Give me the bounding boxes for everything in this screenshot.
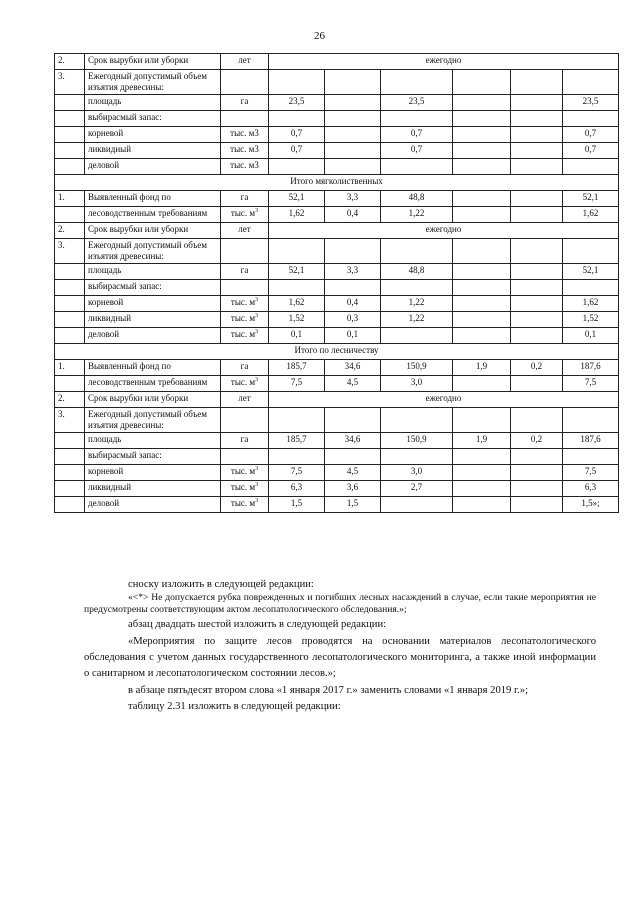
table-cell: 1,62: [563, 296, 619, 312]
table-cell: [381, 280, 453, 296]
table-cell: 4,5: [325, 376, 381, 392]
table-cell: [269, 70, 325, 95]
table-cell: Ежегодный допустимый объем изъятия древесины:: [85, 70, 221, 95]
table-cell: [269, 159, 325, 175]
table-cell: 3,3: [325, 191, 381, 207]
table-cell: [325, 127, 381, 143]
table-cell: [325, 449, 381, 465]
table-cell: [55, 497, 85, 513]
table-cell: га: [221, 95, 269, 111]
table-cell: 52,1: [269, 264, 325, 280]
table-cell: 3,0: [381, 376, 453, 392]
table-cell: [325, 408, 381, 433]
table-cell: 0,7: [381, 143, 453, 159]
table-row: [55, 360, 619, 376]
table-cell: 0,3: [325, 312, 381, 328]
table-cell: [55, 481, 85, 497]
table-cell: [453, 111, 511, 127]
table-row: [55, 312, 619, 328]
table-cell: [55, 207, 85, 223]
table-cell: [563, 159, 619, 175]
table-cell: 1.: [55, 191, 85, 207]
table-cell: [55, 465, 85, 481]
table-cell: [511, 95, 563, 111]
table-cell: [563, 70, 619, 95]
table-cell: [511, 376, 563, 392]
table-cell: [453, 207, 511, 223]
table-cell: 6,3: [269, 481, 325, 497]
table-cell: [221, 111, 269, 127]
table-cell: [453, 280, 511, 296]
table-cell: [453, 376, 511, 392]
table-cell: 1,52: [269, 312, 325, 328]
table-cell: 0,4: [325, 207, 381, 223]
unit-superscript: 3: [255, 208, 259, 214]
table-cell: тыс. $м^3$: [221, 207, 269, 223]
table-cell: 34,6: [325, 360, 381, 376]
table-cell: [511, 207, 563, 223]
table-cell: [269, 239, 325, 264]
table-cell: выбирасмый запас:: [85, 280, 221, 296]
table-cell: [453, 408, 511, 433]
paragraph-26: «Мероприятия по защите лесов проводятся на основании материалов лесопатологического обследования с учетом данных государственного лесопатологического мониторинга, а также иной информации о санитарном и лесопатологическом состоянии лесов.»;: [84, 636, 596, 679]
table-cell: [269, 280, 325, 296]
table-cell: [55, 159, 85, 175]
table-cell: лет: [221, 392, 269, 408]
table-cell: 187,6: [563, 433, 619, 449]
table-cell: [55, 95, 85, 111]
table-cell: [453, 159, 511, 175]
table-cell: [511, 408, 563, 433]
table-cell: [55, 280, 85, 296]
table-cell: 2.: [55, 54, 85, 70]
table-cell: [381, 497, 453, 513]
table-cell: га: [221, 433, 269, 449]
table-cell: ежегодно: [269, 223, 619, 239]
table-row: [55, 70, 619, 95]
table-cell: тыс. $м^3$: [221, 296, 269, 312]
table-row: [55, 54, 619, 70]
table-cell: 185,7: [269, 433, 325, 449]
table-cell: 3.: [55, 239, 85, 264]
table-cell: 7,5: [563, 376, 619, 392]
table-cell: 1,9: [453, 433, 511, 449]
table-row: [55, 143, 619, 159]
table-cell: 7,5: [563, 465, 619, 481]
table-cell: 0,1: [269, 328, 325, 344]
table-cell: 150,9: [381, 360, 453, 376]
table-cell: 6,3: [563, 481, 619, 497]
table-cell: [453, 127, 511, 143]
table-cell: 3.: [55, 408, 85, 433]
table-row: [55, 328, 619, 344]
section-row: [55, 175, 619, 191]
table-cell: [221, 70, 269, 95]
table-cell: 1,5: [269, 497, 325, 513]
table-cell: тыс. $м^3$: [221, 465, 269, 481]
table-cell: [563, 449, 619, 465]
table-row: [55, 481, 619, 497]
table-cell: 1,62: [269, 296, 325, 312]
table-cell: 7,5: [269, 376, 325, 392]
table-cell: тыс. м3: [221, 159, 269, 175]
table-cell: 4,5: [325, 465, 381, 481]
table-cell: 0,1: [325, 328, 381, 344]
table-cell: ликвидный: [85, 143, 221, 159]
section-row: [55, 344, 619, 360]
table-cell: 1,52: [563, 312, 619, 328]
table-cell: 0,7: [563, 127, 619, 143]
section-title: Итого по лесничеству: [55, 344, 619, 360]
table-cell: 3,3: [325, 264, 381, 280]
unit-superscript: 3: [255, 498, 259, 504]
table-cell: лесоводственным требованиям: [85, 207, 221, 223]
table-cell: [221, 408, 269, 433]
table-cell: корневой: [85, 296, 221, 312]
table-cell: корневой: [85, 127, 221, 143]
table-cell: 3.: [55, 70, 85, 95]
unit-superscript: 3: [255, 329, 259, 335]
table-cell: [563, 280, 619, 296]
page-number: 26: [314, 30, 325, 42]
table-row: [55, 376, 619, 392]
table-cell: 0,7: [269, 127, 325, 143]
table-cell: ежегодно: [269, 392, 619, 408]
table-cell: Выявленный фонд по: [85, 191, 221, 207]
table-cell: [453, 328, 511, 344]
unit-superscript: 3: [255, 482, 259, 488]
table-cell: площадь: [85, 264, 221, 280]
table-cell: [55, 143, 85, 159]
table-cell: 0,7: [563, 143, 619, 159]
table-cell: 52,1: [269, 191, 325, 207]
table-cell: 23,5: [269, 95, 325, 111]
table-cell: [511, 280, 563, 296]
table-cell: га: [221, 360, 269, 376]
table-cell: [511, 497, 563, 513]
table-cell: [381, 70, 453, 95]
table-cell: [55, 111, 85, 127]
table-row: [55, 449, 619, 465]
body-text: [84, 578, 596, 714]
table-cell: [511, 239, 563, 264]
table-cell: 0,7: [269, 143, 325, 159]
unit-superscript: 3: [255, 297, 259, 303]
table-cell: [453, 449, 511, 465]
paragraph-52: в абзаце пятьдесят втором слова «1 января 2017 г.» заменить словами «1 января 2019 г.»;: [128, 685, 529, 696]
table-cell: [453, 465, 511, 481]
table-cell: тыс. $м^3$: [221, 481, 269, 497]
table-cell: 23,5: [381, 95, 453, 111]
table-cell: деловой: [85, 328, 221, 344]
table-row: [55, 296, 619, 312]
table-cell: га: [221, 191, 269, 207]
table-cell: ликвидный: [85, 312, 221, 328]
table-cell: [55, 296, 85, 312]
paragraph-footnote: «<*> Не допускается рубка поврежденных и погибших лесных насаждений в случае, если такие мероприятия не предусмотрены соответствующим актом лесопатологического обследования.»;: [84, 592, 596, 615]
table-cell: [381, 239, 453, 264]
table-cell: корневой: [85, 465, 221, 481]
table-cell: 0,7: [381, 127, 453, 143]
table-cell: [269, 449, 325, 465]
table-cell: [55, 328, 85, 344]
table-cell: 1,62: [563, 207, 619, 223]
table-cell: 52,1: [563, 264, 619, 280]
table-cell: [453, 70, 511, 95]
table-cell: тыс. м3: [221, 127, 269, 143]
table-row: [55, 127, 619, 143]
table-cell: 1,5»;: [563, 497, 619, 513]
table-cell: ежегодно: [269, 54, 619, 70]
table-cell: [221, 239, 269, 264]
table-cell: [55, 312, 85, 328]
table-cell: [325, 70, 381, 95]
table-cell: 23,5: [563, 95, 619, 111]
table-cell: деловой: [85, 159, 221, 175]
table-cell: [511, 481, 563, 497]
table-cell: [511, 449, 563, 465]
table-cell: [325, 111, 381, 127]
table-cell: [453, 296, 511, 312]
table-cell: Ежегодный допустимый объем изъятия древесины:: [85, 239, 221, 264]
table-cell: [325, 280, 381, 296]
table-cell: тыс. $м^3$: [221, 328, 269, 344]
table-cell: 1.: [55, 360, 85, 376]
table-cell: [55, 127, 85, 143]
table-cell: 187,6: [563, 360, 619, 376]
table-cell: [511, 159, 563, 175]
table-cell: тыс. м3: [221, 143, 269, 159]
table-row: [55, 465, 619, 481]
table-cell: [381, 159, 453, 175]
table-cell: Выявленный фонд по: [85, 360, 221, 376]
table-cell: 0,2: [511, 360, 563, 376]
table-cell: 0,1: [563, 328, 619, 344]
table-row: [55, 223, 619, 239]
section-title: Итого мягколиственных: [55, 175, 619, 191]
table-cell: 3,0: [381, 465, 453, 481]
forestry-table: [54, 53, 619, 513]
unit-superscript: 3: [255, 313, 259, 319]
table-cell: [55, 376, 85, 392]
table-row: [55, 497, 619, 513]
table-row: [55, 159, 619, 175]
table-cell: [325, 143, 381, 159]
unit-superscript: 3: [255, 377, 259, 383]
table-cell: 150,9: [381, 433, 453, 449]
table-cell: [381, 408, 453, 433]
table-cell: [563, 408, 619, 433]
table-cell: 34,6: [325, 433, 381, 449]
table-cell: 2.: [55, 392, 85, 408]
unit-superscript: 3: [255, 466, 259, 472]
table-cell: [381, 449, 453, 465]
table-cell: [453, 312, 511, 328]
table-cell: 1,5: [325, 497, 381, 513]
table-cell: 1,22: [381, 296, 453, 312]
table-cell: 48,8: [381, 191, 453, 207]
table-cell: [511, 465, 563, 481]
table-row: [55, 111, 619, 127]
table-cell: 1,22: [381, 207, 453, 223]
paragraph-table-intro: таблицу 2.31 изложить в следующей редакции:: [128, 701, 341, 712]
table-cell: тыс. $м^3$: [221, 497, 269, 513]
table-cell: лесоводственным требованиям: [85, 376, 221, 392]
table-row: [55, 264, 619, 280]
table-row: [55, 280, 619, 296]
table-cell: [511, 191, 563, 207]
table-cell: ликвидный: [85, 481, 221, 497]
table-cell: [511, 328, 563, 344]
table-cell: 1,9: [453, 360, 511, 376]
table-cell: выбирасмый запас:: [85, 449, 221, 465]
table-row: [55, 191, 619, 207]
table-cell: [563, 239, 619, 264]
table-row: [55, 95, 619, 111]
table-cell: Ежегодный допустимый объем изъятия древесины:: [85, 408, 221, 433]
table-row: [55, 433, 619, 449]
table-cell: [221, 449, 269, 465]
table-cell: [453, 239, 511, 264]
table-cell: [453, 191, 511, 207]
table-cell: площадь: [85, 95, 221, 111]
table-cell: 3,6: [325, 481, 381, 497]
table-cell: 52,1: [563, 191, 619, 207]
table-cell: 48,8: [381, 264, 453, 280]
table-cell: 1,62: [269, 207, 325, 223]
table-cell: [511, 143, 563, 159]
table-cell: 2.: [55, 223, 85, 239]
table-cell: [511, 312, 563, 328]
table-cell: [453, 264, 511, 280]
table-cell: [55, 449, 85, 465]
table-cell: 185,7: [269, 360, 325, 376]
table-cell: 0,2: [511, 433, 563, 449]
table-cell: [55, 264, 85, 280]
table-cell: [453, 497, 511, 513]
table-cell: [453, 481, 511, 497]
table-cell: [453, 143, 511, 159]
table-cell: [269, 111, 325, 127]
table-cell: [511, 127, 563, 143]
table-row: [55, 207, 619, 223]
table-cell: [55, 433, 85, 449]
table-cell: Срок вырубки или уборки: [85, 54, 221, 70]
paragraph-footnote-intro: сноску изложить в следующей редакции:: [128, 579, 314, 590]
table-cell: [381, 111, 453, 127]
table-cell: тыс. $м^3$: [221, 312, 269, 328]
table-cell: [325, 95, 381, 111]
table-cell: 0,4: [325, 296, 381, 312]
table-cell: га: [221, 264, 269, 280]
table-row: [55, 408, 619, 433]
table-cell: [563, 111, 619, 127]
table-cell: лет: [221, 223, 269, 239]
table-cell: площадь: [85, 433, 221, 449]
table-cell: Срок вырубки или уборки: [85, 223, 221, 239]
table-cell: [511, 296, 563, 312]
table-cell: [381, 328, 453, 344]
table-cell: выбирасмый запас:: [85, 111, 221, 127]
table-cell: [325, 159, 381, 175]
table-cell: [511, 264, 563, 280]
table-cell: [269, 408, 325, 433]
table-cell: 1,22: [381, 312, 453, 328]
table-cell: Срок вырубки или уборки: [85, 392, 221, 408]
paragraph-26-intro: абзац двадцать шестой изложить в следующей редакции:: [128, 619, 387, 630]
table-cell: лет: [221, 54, 269, 70]
table-row: [55, 239, 619, 264]
table-cell: 7,5: [269, 465, 325, 481]
table-row: [55, 392, 619, 408]
table-cell: [325, 239, 381, 264]
table-cell: [511, 70, 563, 95]
table-cell: [511, 111, 563, 127]
table-cell: деловой: [85, 497, 221, 513]
table-cell: [453, 95, 511, 111]
table-cell: [221, 280, 269, 296]
table-cell: тыс. $м^3$: [221, 376, 269, 392]
table-cell: 2,7: [381, 481, 453, 497]
